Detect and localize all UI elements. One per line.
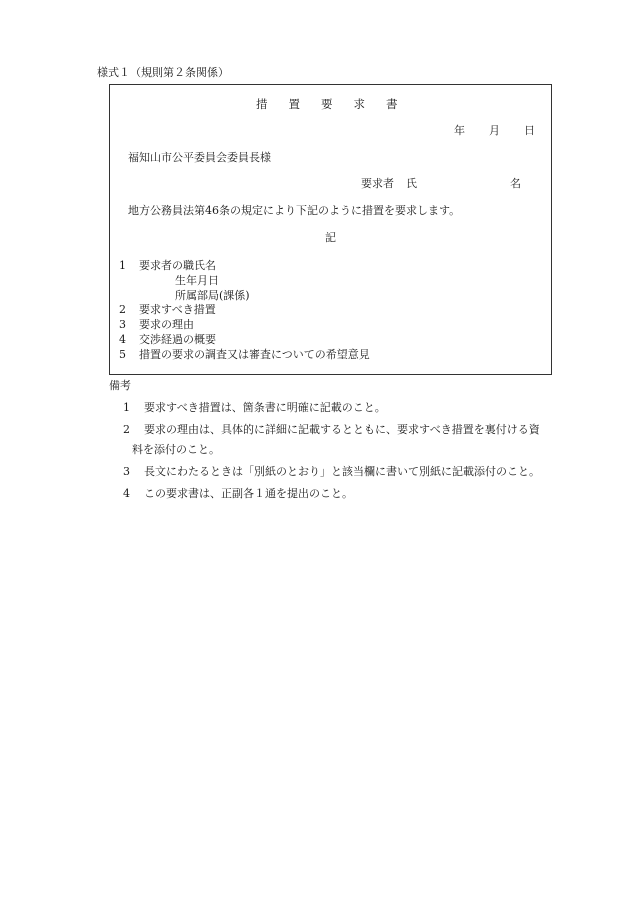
item-text: 所属部局(課係) (175, 289, 250, 302)
name-last-char: 名 (510, 177, 521, 190)
remark-item (123, 401, 386, 415)
item-text: 要求者の職氏名 (139, 259, 216, 272)
item-number: 5 (119, 348, 126, 361)
addressee: 福知山市公平委員会委員長様 (128, 151, 271, 164)
list-item (175, 274, 219, 288)
item-text: 交渉経過の概要 (139, 333, 216, 346)
name-first-char: 氏 (406, 177, 417, 190)
remark-number: 4 (123, 487, 130, 500)
remark-text: 長文にわたるときは「別紙のとおり」と該当欄に書いて別紙に記載添付のこと。 (144, 465, 540, 478)
remark-item (123, 487, 353, 501)
list-item (119, 348, 370, 362)
title-char: 要 (321, 97, 333, 111)
list-item (175, 289, 250, 303)
item-number: 3 (119, 318, 126, 331)
requester-label: 要求者 (361, 177, 394, 190)
form-label: 様式１（規則第２条関係） (97, 66, 229, 79)
remark-number: 3 (123, 465, 130, 478)
remark-text: 要求の理由は、具体的に詳細に記載するとともに、要求すべき措置を裏付ける資 (144, 423, 540, 436)
title-char: 書 (386, 97, 398, 111)
list-item (119, 318, 194, 332)
remark-number: 2 (123, 423, 130, 436)
remark-text: 要求すべき措置は、箇条書に明確に記載のこと。 (144, 401, 386, 414)
remark-text: この要求書は、正副各１通を提出のこと。 (144, 487, 353, 500)
remark-item (123, 465, 540, 479)
item-text: 要求の理由 (139, 318, 194, 331)
document-title (256, 97, 398, 111)
item-text: 生年月日 (175, 274, 219, 287)
title-char: 措 (256, 97, 268, 111)
title-char: 求 (353, 97, 365, 111)
item-number: 2 (119, 303, 126, 316)
item-text: 措置の要求の調査又は審査についての希望意見 (139, 348, 370, 361)
remark-number: 1 (123, 401, 130, 414)
remarks-heading: 備考 (109, 379, 131, 392)
day-label: 日 (524, 124, 535, 137)
year-label: 年 (454, 124, 465, 137)
title-char: 置 (288, 97, 300, 111)
item-number: 1 (119, 259, 126, 272)
remark-item (123, 423, 540, 437)
list-item (119, 259, 216, 273)
ki-mark: 記 (325, 231, 336, 244)
date-line (454, 124, 535, 138)
list-item (119, 303, 216, 317)
item-text: 要求すべき措置 (139, 303, 216, 316)
list-item (119, 333, 216, 347)
statement: 地方公務員法第46条の規定により下記のように措置を要求します。 (128, 204, 461, 217)
item-number: 4 (119, 333, 126, 346)
month-label: 月 (489, 124, 500, 137)
requester-line (361, 177, 521, 191)
remark-continuation: 料を添付のこと。 (132, 443, 220, 456)
